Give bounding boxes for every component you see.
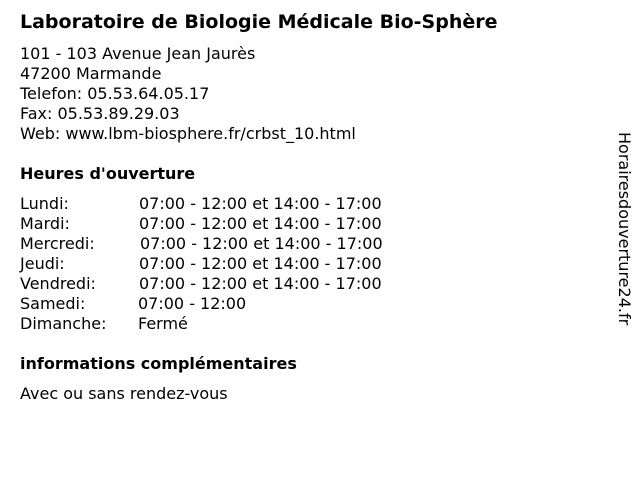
- day-label: Vendredi:: [20, 274, 96, 293]
- address-city: 47200 Marmande: [20, 64, 162, 83]
- info-heading: informations complémentaires: [20, 354, 297, 373]
- day-label: Jeudi:: [20, 254, 65, 273]
- phone-number: Telefon: 05.53.64.05.17: [20, 84, 210, 103]
- day-label: Mardi:: [20, 214, 70, 233]
- time-value: Fermé: [138, 314, 188, 333]
- address-street: 101 - 103 Avenue Jean Jaurès: [20, 44, 256, 63]
- address-block: [20, 44, 356, 144]
- fax-number: Fax: 05.53.89.29.03: [20, 104, 180, 123]
- day-label: Lundi:: [20, 194, 69, 213]
- page-title: Laboratoire de Biologie Médicale Bio-Sphère: [20, 11, 498, 33]
- time-value: 07:00 - 12:00 et 14:00 - 17:00: [139, 214, 382, 233]
- time-value: 07:00 - 12:00: [138, 294, 247, 313]
- info-text: Avec ou sans rendez-vous: [20, 384, 228, 403]
- time-value: 07:00 - 12:00 et 14:00 - 17:00: [139, 194, 382, 213]
- site-watermark: Horairesdouverture24.fr: [615, 132, 634, 326]
- day-label: Dimanche:: [20, 314, 107, 333]
- day-label: Samedi:: [20, 294, 86, 313]
- time-value: 07:00 - 12:00 et 14:00 - 17:00: [139, 274, 382, 293]
- website-link[interactable]: Web: www.lbm-biosphere.fr/crbst_10.html: [20, 124, 356, 143]
- time-value: 07:00 - 12:00 et 14:00 - 17:00: [140, 234, 383, 253]
- hours-heading: Heures d'ouverture: [20, 164, 196, 183]
- day-label: Mercredi:: [20, 234, 95, 253]
- time-value: 07:00 - 12:00 et 14:00 - 17:00: [139, 254, 382, 273]
